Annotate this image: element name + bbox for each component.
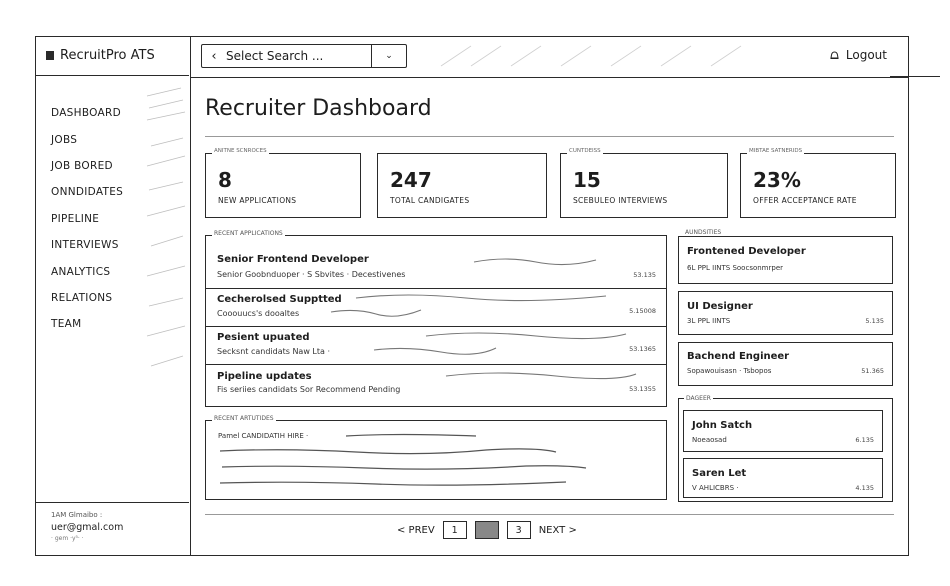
sidebar-item-pipeline[interactable]: PIPELINE [51,212,100,225]
sidebar-item-relations[interactable]: RELATIONS [51,291,113,304]
stat-card-new-applications[interactable] [205,148,361,218]
candidate-details: V AHLICBRS · [692,484,739,492]
page-2-button[interactable] [475,521,499,539]
title-divider [205,136,894,137]
list-item[interactable] [206,365,666,406]
chevron-down-icon[interactable]: ⌄ [371,45,406,67]
candidate-details: Noeaosad [692,436,727,444]
application-time: 53.1365 [629,345,656,353]
application-time: 53.135 [633,271,656,279]
sidebar [35,36,191,556]
sidebar-item-jobs[interactable]: JOBS [51,133,78,146]
prev-page-button[interactable]: < PREV [397,524,435,536]
sidebar-nav [51,100,123,338]
list-item[interactable] [206,327,666,365]
search-input[interactable]: Select Search ... [226,49,324,63]
stat-label: TOTAL CANDIGATES [390,196,470,205]
recent-activities-panel [205,415,667,500]
logout-label: Logout [845,48,887,62]
candidate-card[interactable] [683,410,883,452]
job-title: Frontened Developer [687,246,806,257]
sidebar-item-dashboard[interactable]: DASHBOARD [51,107,122,120]
chevron-left-icon[interactable]: ‹ [211,48,217,64]
sidebar-item-interviews[interactable]: INTERVIEWS [51,239,119,252]
openings-caption: AUNDSITIES [685,229,722,236]
stat-value: 23% [753,168,801,192]
sidebar-item-job-board[interactable]: JOB BORED [51,159,113,172]
application-details: Fis seriies candidats Sor Recommend Pending [217,385,401,394]
page-1-button[interactable]: 1 [443,521,467,539]
app-brand[interactable] [35,36,189,76]
stat-value: 8 [218,168,232,192]
candidate-value: 4.135 [855,484,874,492]
application-details: Cooouucs's dooaltes [217,309,300,318]
footer-divider [205,514,894,515]
stat-caption: MIBTAE SATNERIDS [749,148,803,154]
sidebar-item-team[interactable]: TEAM [51,318,82,331]
recent-applications-panel [205,230,667,407]
stat-label: OFFER ACCEPTANCE RATE [753,196,857,205]
candidate-card[interactable] [683,458,883,498]
list-item[interactable] [206,246,666,289]
next-page-button[interactable]: NEXT > [538,524,577,536]
top-bar [191,36,909,78]
sidebar-item-analytics[interactable]: ANALYTICS [51,265,111,278]
application-time: 5.15008 [629,307,656,315]
job-details: 3L PPL IINTS [687,317,731,325]
candidate-name: Saren Let [692,468,747,479]
candidate-name: John Satch [692,420,753,431]
logout-button[interactable] [829,48,887,62]
stat-caption: ANITNE SCNROCES [214,148,267,154]
user-meta: · gem ·y⁵· · [51,535,84,542]
sidebar-item-candidates[interactable]: ONNDIDATES [51,186,124,199]
application-time: 53.1355 [629,385,656,393]
job-title: Bachend Engineer [687,351,790,362]
bell-icon [829,50,840,61]
application-details: Senior Goobnduoper · S Sbvites · Decestivenes [217,270,406,279]
stat-card-total-candidates[interactable] [377,153,547,218]
page-title: Recruiter Dashboard [205,96,432,121]
job-card[interactable] [678,291,893,335]
application-title: Cecherolsed Supptted [217,294,342,305]
job-card[interactable] [678,342,893,386]
job-value: 51.365 [861,367,884,375]
logo-icon [46,51,54,60]
panel-caption: RECENT ARTUTIDES [214,415,274,422]
search-select[interactable] [201,44,407,68]
application-title: Pipeline updates [217,371,312,382]
activity-item[interactable]: Pamel CANDIDATIH HIRE · [218,432,309,440]
list-item[interactable] [206,289,666,327]
job-value: 5.135 [865,317,884,325]
page-3-button[interactable]: 3 [507,521,531,539]
stat-value: 15 [573,168,601,192]
job-card[interactable] [678,236,893,284]
job-title: UI Designer [687,301,753,312]
topbar-sketch-shading [431,42,771,70]
stat-caption: CUNTDEISS [569,148,601,154]
job-details: Sopawouisasn · Tsbopos [687,367,772,375]
stat-label: NEW APPLICATIONS [218,196,297,205]
stat-value: 247 [390,168,432,192]
stat-label: SCEBULEO INTERVIEWS [573,196,668,205]
candidate-value: 6.135 [855,436,874,444]
user-name: 1AM Glmaibo : [51,511,103,519]
stat-card-offer-acceptance[interactable] [740,148,896,218]
panel-caption: RECENT APPLICATIONS [214,230,283,237]
sidebar-sketch-shading [145,86,187,386]
panel-caption: DAGEER [686,395,711,402]
user-profile[interactable] [35,502,189,554]
application-title: Pesient upuated [217,332,310,343]
pagination [397,521,577,539]
user-email: uer@gmal.com [51,522,124,533]
activities-sketch-lines [206,421,668,501]
stat-card-scheduled-interviews[interactable] [560,148,728,218]
application-details: Secksnt candidats Naw Lta · [217,347,331,356]
job-details: 6L PPL IINTS Soocsonmrper [687,264,784,272]
app-title: RecruitPro ATS [60,48,155,63]
application-title: Senior Frontend Developer [217,254,369,265]
